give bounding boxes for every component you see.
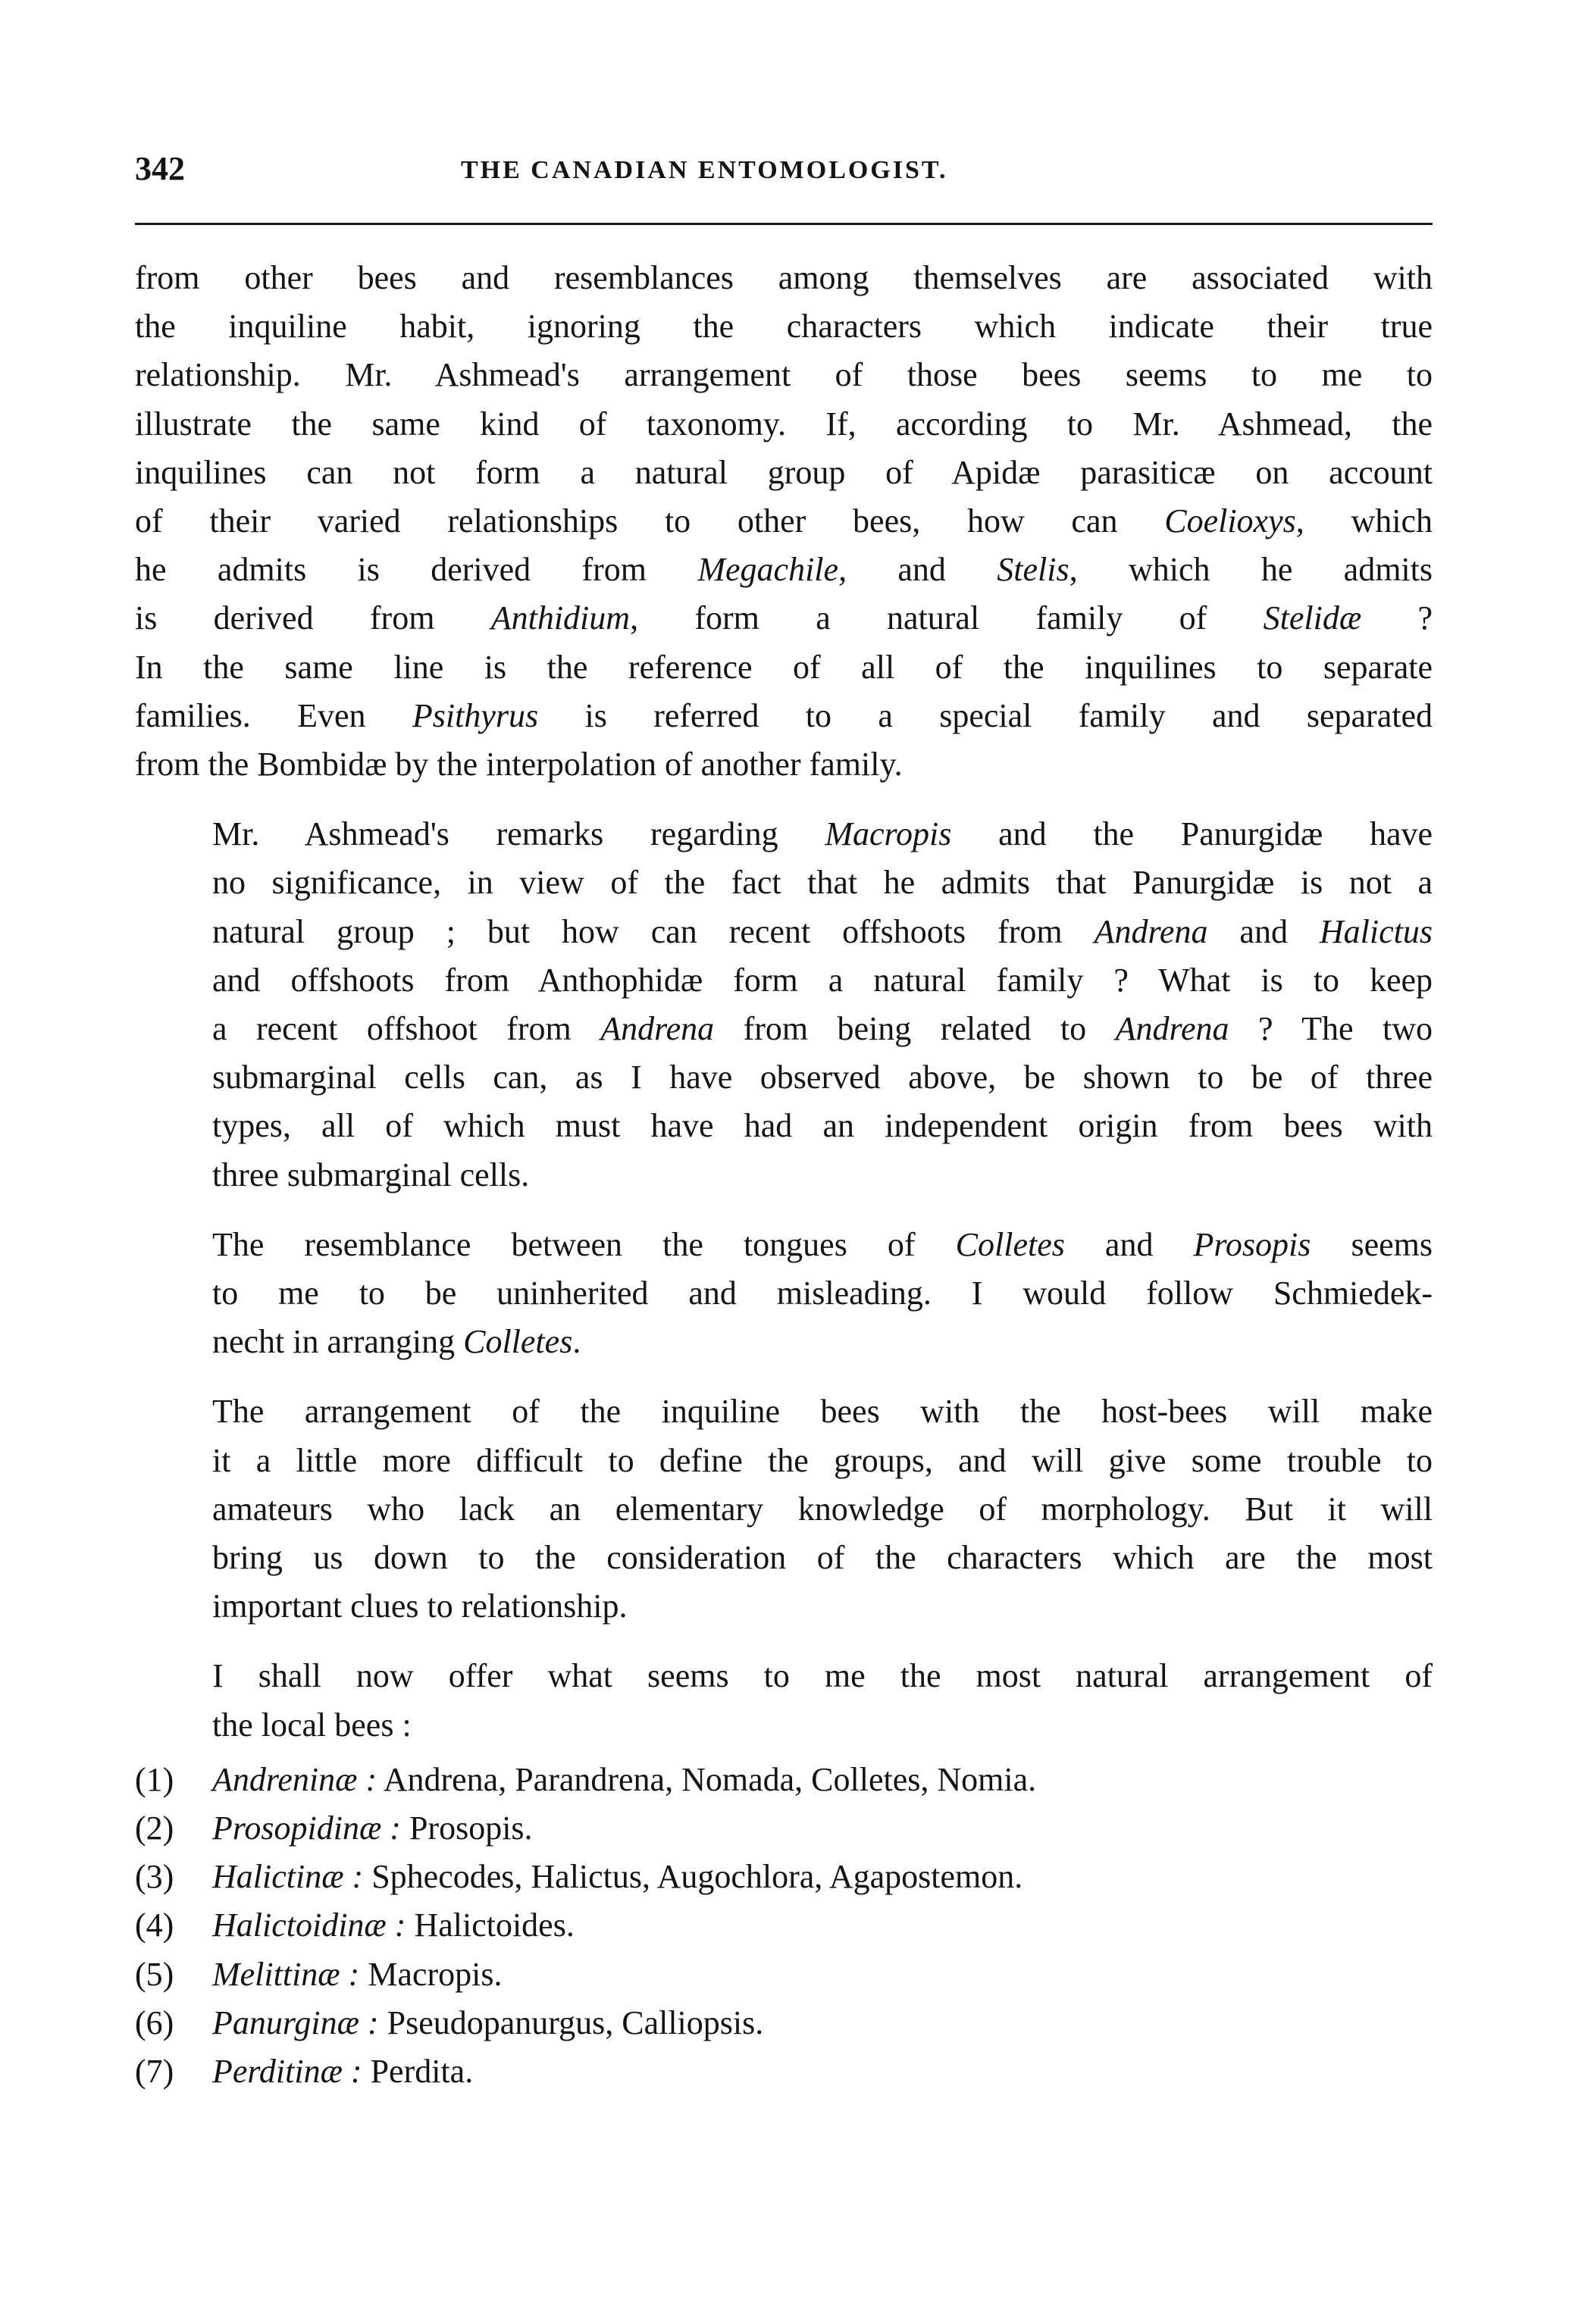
- text-line: [135, 400, 1433, 449]
- italic-taxon: Andrena: [1094, 912, 1208, 950]
- text-run: of their varied relationships to other bees, how can: [135, 502, 1165, 540]
- running-head: [135, 144, 1433, 194]
- text-run: necht in arranging: [212, 1323, 464, 1361]
- text-run: to me to be uninherited and misleading. I would follow Schmiedek-: [212, 1275, 1433, 1312]
- text-run: important clues to relationship.: [212, 1587, 628, 1625]
- italic-taxon: Stelis: [997, 551, 1069, 589]
- subfamily-name: Perditinæ :: [212, 2053, 362, 2091]
- text-line: [135, 1005, 1433, 1053]
- italic-taxon: Megachile: [697, 551, 839, 589]
- arrangement-item: [135, 1756, 1433, 1804]
- text-line: [135, 1701, 1433, 1750]
- text-line: [135, 810, 1433, 859]
- text-line: [135, 1053, 1433, 1102]
- genera-list: Sphecodes, Halictus, Augochlora, Agapostemon.: [371, 1858, 1023, 1896]
- paragraph: [135, 810, 1433, 1200]
- text-run: , form a natural family of: [630, 599, 1264, 637]
- text-run: and offshoots from Anthophidæ form a natural family ? What is to keep: [212, 961, 1433, 999]
- arrangement-item: [135, 1901, 1433, 1950]
- text-run: seems: [1311, 1225, 1433, 1263]
- genera-list: Halictoides.: [414, 1906, 575, 1944]
- text-line: [135, 692, 1433, 740]
- text-line: [135, 643, 1433, 692]
- text-run: and the Panurgidæ have: [951, 815, 1433, 853]
- body-text: [135, 254, 1433, 2096]
- text-run: The resemblance between the tongues of: [212, 1225, 956, 1263]
- text-line: [135, 254, 1433, 302]
- text-line: [135, 1582, 1433, 1631]
- subfamily-name: Panurginæ :: [212, 2003, 379, 2041]
- item-number: (4): [135, 1906, 174, 1944]
- text-run: three submarginal cells.: [212, 1156, 530, 1193]
- text-line: [135, 1102, 1433, 1150]
- text-run: submarginal cells can, as I have observed above, be shown to be of three: [212, 1059, 1433, 1096]
- paragraph: [135, 254, 1433, 789]
- italic-taxon: Coelioxys: [1164, 502, 1296, 540]
- text-run: is referred to a special family and separated: [538, 696, 1433, 734]
- genera-list: Pseudopanurgus, Calliopsis.: [387, 2003, 764, 2041]
- italic-taxon: Halictus: [1319, 912, 1433, 950]
- item-number: (6): [135, 2003, 174, 2041]
- text-run: and: [1207, 912, 1320, 950]
- text-line: [135, 351, 1433, 399]
- text-line: [135, 1151, 1433, 1200]
- paragraph: [135, 1221, 1433, 1367]
- paragraph: [135, 1652, 1433, 1749]
- text-run: , which he admits: [1069, 551, 1433, 589]
- text-line: [135, 302, 1433, 351]
- item-number: (1): [135, 1760, 174, 1798]
- text-line: [135, 497, 1433, 546]
- italic-taxon: Colletes: [463, 1323, 573, 1361]
- text-run: is derived from: [135, 599, 491, 637]
- journal-title: THE CANADIAN ENTOMOLOGIST.: [461, 156, 948, 184]
- arrangement-item: [135, 1853, 1433, 1901]
- italic-taxon: Andrena: [600, 1010, 715, 1048]
- arrangement-item: [135, 2047, 1433, 2096]
- subfamily-name: Andreninæ :: [212, 1760, 377, 1798]
- arrangement-item: [135, 1999, 1433, 2047]
- genera-list: Andrena, Parandrena, Nomada, Colletes, Nomia.: [383, 1760, 1037, 1798]
- text-run: the local bees :: [212, 1706, 412, 1744]
- italic-taxon: Psithyrus: [412, 696, 539, 734]
- text-line: [135, 449, 1433, 497]
- text-line: [135, 1485, 1433, 1534]
- text-run: inquilines can not form a natural group of Apidæ parasiticæ on account: [135, 453, 1433, 491]
- text-run: , and: [838, 551, 997, 589]
- subfamily-name: Halictoidinæ :: [212, 1906, 406, 1944]
- item-number: (7): [135, 2053, 174, 2091]
- text-run: families. Even: [135, 696, 412, 734]
- text-run: .: [572, 1323, 581, 1361]
- genera-list: Prosopis.: [409, 1809, 533, 1847]
- text-line: [135, 956, 1433, 1005]
- text-line: [135, 594, 1433, 643]
- text-run: Mr. Ashmead's remarks regarding: [212, 815, 825, 853]
- text-run: I shall now offer what seems to me the most natural arrangement of: [212, 1657, 1433, 1695]
- text-line: [135, 1318, 1433, 1366]
- subfamily-name: Melittinæ :: [212, 1955, 360, 1993]
- page-number: 342: [135, 150, 185, 187]
- text-run: and: [1064, 1225, 1194, 1263]
- text-line: [135, 1269, 1433, 1318]
- subfamily-name: Prosopidinæ :: [212, 1809, 401, 1847]
- text-run: from other bees and resemblances among themselves are associated with: [135, 259, 1433, 296]
- subfamily-name: Halictinæ :: [212, 1858, 364, 1896]
- text-line: [135, 1652, 1433, 1700]
- arrangement-item: [135, 1950, 1433, 1999]
- italic-taxon: Colletes: [955, 1225, 1065, 1263]
- genera-list: Macropis.: [368, 1955, 503, 1993]
- text-run: natural group ; but how can recent offshoots from: [212, 912, 1095, 950]
- text-run: it a little more difficult to define the groups, and will give some trouble to: [212, 1441, 1433, 1479]
- text-line: [135, 1534, 1433, 1582]
- text-line: [135, 1387, 1433, 1436]
- item-number: (5): [135, 1955, 174, 1993]
- text-run: The arrangement of the inquiline bees with the host-bees will make: [212, 1393, 1433, 1431]
- italic-taxon: Stelidæ: [1263, 599, 1362, 637]
- text-run: ?: [1361, 599, 1433, 637]
- paragraph: [135, 1387, 1433, 1631]
- text-line: [135, 546, 1433, 594]
- text-run: from being related to: [714, 1010, 1116, 1048]
- text-line: [135, 859, 1433, 907]
- text-run: amateurs who lack an elementary knowledge of morphology. But it will: [212, 1490, 1433, 1528]
- item-number: (2): [135, 1809, 174, 1847]
- text-run: from the Bombidæ by the interpolation of another family.: [135, 746, 903, 784]
- text-line: [135, 1437, 1433, 1485]
- text-run: a recent offshoot from: [212, 1010, 601, 1048]
- italic-taxon: Macropis: [825, 815, 952, 853]
- text-line: [135, 1221, 1433, 1269]
- text-run: the inquiline habit, ignoring the characters which indicate their true: [135, 308, 1433, 346]
- text-run: no significance, in view of the fact that he admits that Panurgidæ is not a: [212, 864, 1433, 902]
- text-line: [135, 908, 1433, 956]
- text-run: bring us down to the consideration of the characters which are the most: [212, 1539, 1433, 1577]
- text-line: [135, 740, 1433, 789]
- item-number: (3): [135, 1858, 174, 1896]
- italic-taxon: Andrena: [1115, 1010, 1229, 1048]
- italic-taxon: Anthidium: [490, 599, 631, 637]
- paragraphs: [135, 254, 1433, 1750]
- genera-list: Perdita.: [370, 2053, 474, 2091]
- text-run: ? The two: [1229, 1010, 1433, 1048]
- text-run: In the same line is the reference of all of the inquilines to separate: [135, 648, 1433, 686]
- arrangement-list: [135, 1756, 1433, 2096]
- document-page: [135, 144, 1433, 2096]
- italic-taxon: Prosopis: [1193, 1225, 1311, 1263]
- text-run: he admits is derived from: [135, 551, 698, 589]
- header-rule: [135, 223, 1433, 225]
- arrangement-item: [135, 1804, 1433, 1853]
- text-run: , which: [1295, 502, 1433, 540]
- text-run: relationship. Mr. Ashmead's arrangement of those bees seems to me to: [135, 356, 1433, 394]
- text-run: types, all of which must have had an independent origin from bees with: [212, 1107, 1433, 1145]
- text-run: illustrate the same kind of taxonomy. If, according to Mr. Ashmead, the: [135, 405, 1433, 443]
